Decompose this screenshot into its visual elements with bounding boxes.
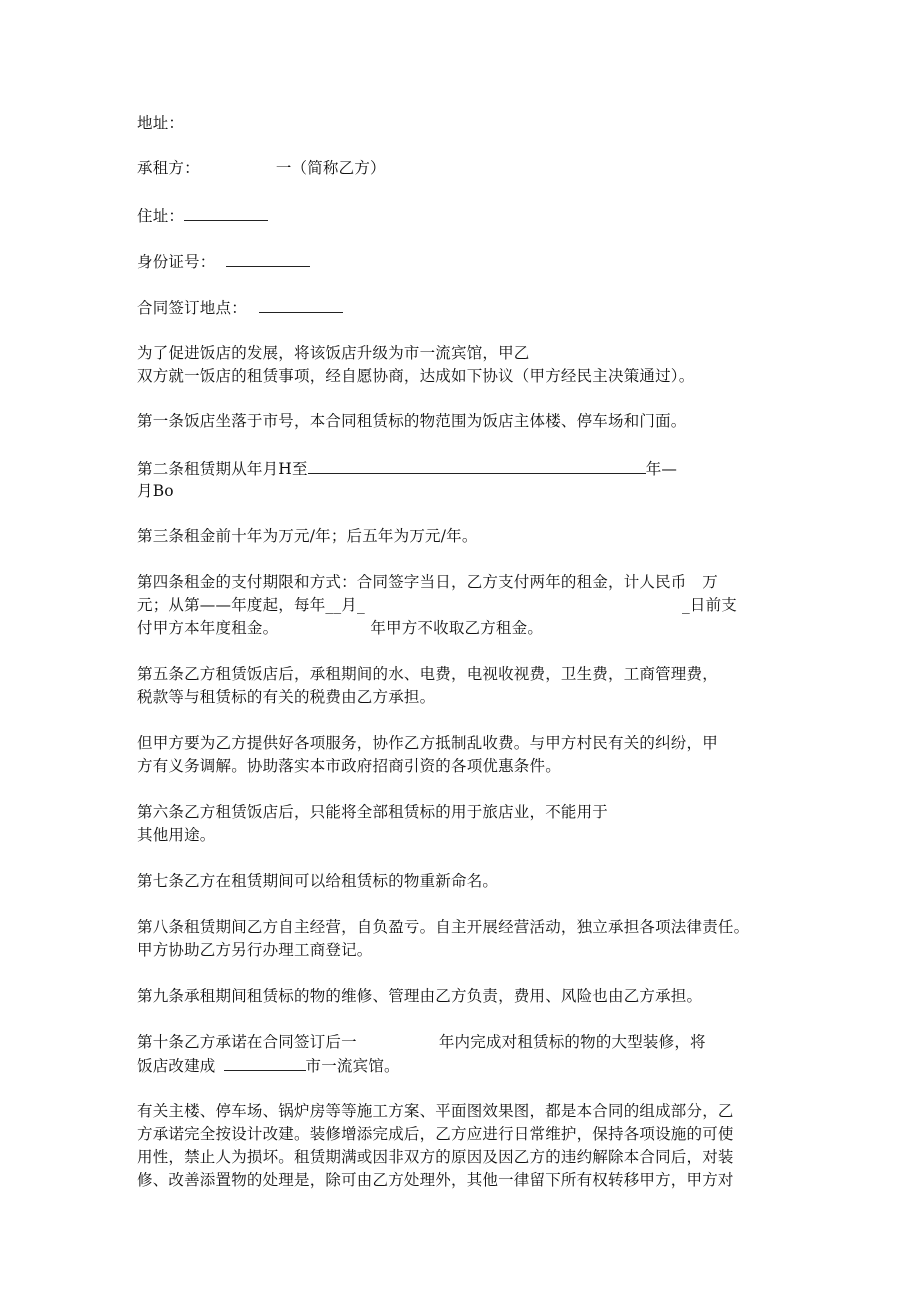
article-4-line-1: 第四条租金的支付期限和方式：合同签字当日，乙方支付两年的租金，计人民币 万 — [137, 573, 718, 591]
article-2-blank — [308, 458, 646, 474]
final-para-line-2: 方承诺完全按设计改建。装修增添完成后，乙方应进行日常维护，保持各项设施的可使 — [137, 1125, 734, 1143]
party-a-duty-line-2: 方有义务调解。协助落实本市政府招商引资的各项优惠条件。 — [137, 757, 561, 775]
intro-line-1: 为了促进饭店的发展，将该饭店升级为市一流宾馆，甲乙 — [137, 344, 530, 362]
article-6-line-1: 第六条乙方租赁饭店后，只能将全部租赁标的用于旅店业，不能用于 — [137, 803, 609, 821]
residence-label: 住址： — [137, 207, 185, 225]
article-3: 第三条租金前十年为万元/年；后五年为万元/年。 — [137, 527, 478, 545]
id-label: 身份证号： — [137, 253, 216, 271]
article-1: 第一条饭店坐落于市号，本合同租赁标的物范围为饭店主体楼、停车场和门面。 — [137, 412, 687, 430]
lessee-suffix: 一（简称乙方） — [275, 159, 386, 177]
article-4-text-a: 元；从第——年度起，每年__月_ — [137, 596, 365, 614]
residence-blank — [184, 205, 268, 221]
article-10-line-2 — [137, 1055, 400, 1076]
article-4-line-3 — [137, 618, 543, 638]
article-4-line-2 — [137, 595, 737, 615]
article-8-line-1: 第八条租赁期间乙方自主经营，自负盈亏。自主开展经营活动，独立承担各项法律责任。 — [137, 918, 750, 936]
article-2-text-a: 第二条租赁期从年月H至 — [137, 460, 308, 478]
article-10-text-d: 市一流宾馆。 — [305, 1057, 400, 1075]
article-10-blank — [224, 1055, 306, 1071]
intro-line-2: 双方就一饭店的租赁事项，经自愿协商，达成如下协议（甲方经民主决策通过）。 — [137, 367, 695, 385]
article-5-line-1: 第五条乙方租赁饭店后，承租期间的水、电费，电视收视费，卫生费，工商管理费， — [137, 665, 718, 683]
party-a-duty-line-1: 但甲方要为乙方提供好各项服务，协作乙方抵制乱收费。与甲方村民有关的纠纷，甲 — [137, 734, 718, 752]
lessee-line — [137, 158, 386, 178]
lessee-label: 承租方： — [137, 159, 200, 177]
article-2-line-1 — [137, 458, 677, 479]
article-10-text-a: 第十条乙方承诺在合同签订后一 — [137, 1033, 357, 1051]
article-4-text-c: 付甲方本年度租金。 — [137, 619, 279, 637]
article-8-line-2: 甲方协助乙方另行办理工商登记。 — [137, 941, 373, 959]
article-10-text-b: 年内完成对租赁标的物的大型装修，将 — [438, 1033, 706, 1051]
sign-place-line — [137, 297, 343, 318]
article-6-line-2: 其他用途。 — [137, 826, 216, 844]
id-number-line — [137, 251, 310, 272]
final-para-line-3: 用性，禁止人为损坏。租赁期满或因非双方的原因及因乙方的违约解除本合同后，对装 — [137, 1148, 734, 1166]
article-5-line-2: 税款等与租赁标的有关的税费由乙方承担。 — [137, 688, 436, 706]
final-para-line-1: 有关主楼、停车场、锅炉房等等施工方案、平面图效果图，都是本合同的组成部分，乙 — [137, 1102, 734, 1120]
article-4-text-b: _日前支 — [681, 596, 738, 614]
final-para-line-4: 修、改善添置物的处理是，除可由乙方处理外，其他一律留下所有权转移甲方，甲方对 — [137, 1171, 734, 1189]
article-9: 第九条承租期间租赁标的物的维修、管理由乙方负责，费用、风险也由乙方承担。 — [137, 987, 703, 1005]
article-2-line-2: 月Bo — [137, 482, 174, 500]
address-line — [137, 113, 184, 133]
address-label: 地址： — [137, 114, 185, 132]
article-10-line-1 — [137, 1032, 706, 1052]
article-4-text-d: 年甲方不收取乙方租金。 — [370, 619, 544, 637]
id-blank — [226, 251, 310, 267]
sign-place-blank — [259, 297, 343, 313]
article-7: 第七条乙方在租赁期间可以给租赁标的物重新命名。 — [137, 872, 499, 890]
article-10-text-c: 饭店改建成 — [137, 1057, 216, 1075]
residence-line — [137, 205, 268, 226]
sign-place-label: 合同签订地点： — [137, 299, 247, 317]
article-2-text-b: 年— — [645, 460, 678, 478]
